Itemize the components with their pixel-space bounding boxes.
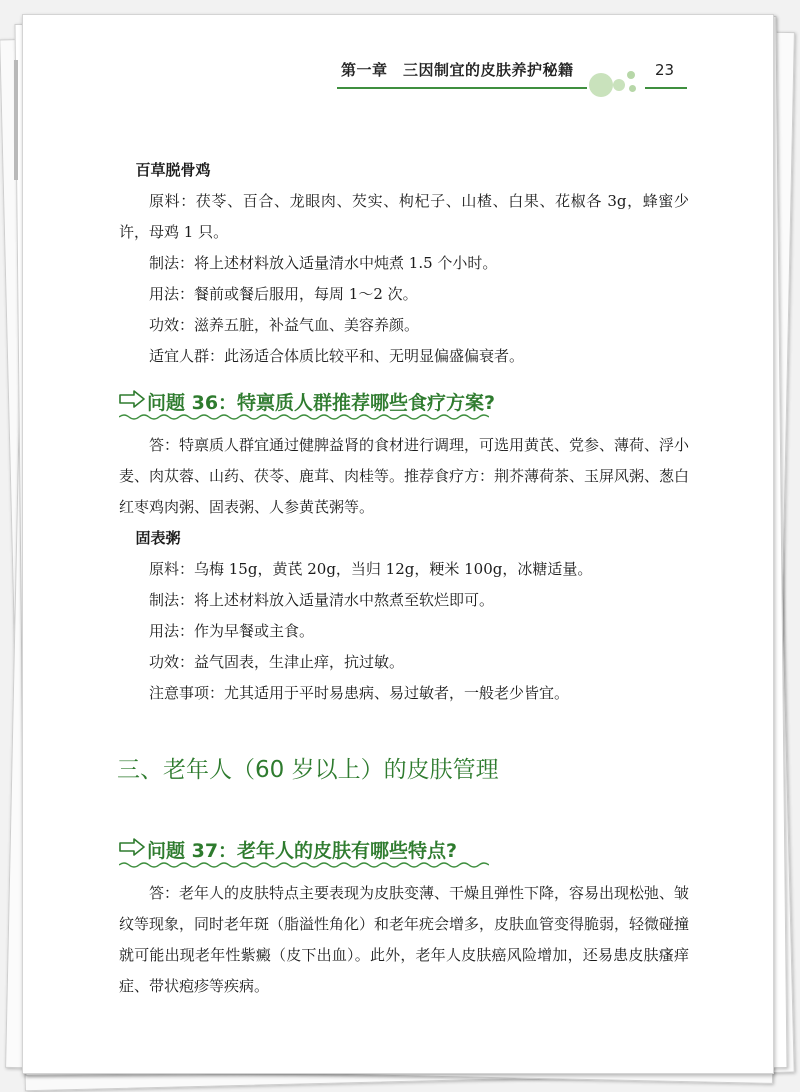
wavy-underline xyxy=(119,860,489,870)
arrow-right-icon xyxy=(119,838,145,856)
recipe-notes: 注意事项：尤其适用于平时易患病、易过敏者，一般老少皆宜。 xyxy=(149,684,570,702)
recipe-usage: 用法：餐前或餐后服用，每周 1～2 次。 xyxy=(149,285,418,303)
page-edge-strip-left xyxy=(14,60,18,180)
recipe-method: 制法：将上述材料放入适量清水中炖煮 1.5 个小时。 xyxy=(149,254,498,272)
question-heading xyxy=(119,832,689,878)
header-rule-right xyxy=(645,87,687,89)
question-title: 问题 36：特禀质人群推荐哪些食疗方案? xyxy=(147,392,496,414)
recipe-method: 制法：将上述材料放入适量清水中熬煮至软烂即可。 xyxy=(149,591,495,609)
recipe-ingredients: 原料：乌梅 15g，黄芪 20g，当归 12g，粳米 100g，冰糖适量。 xyxy=(149,560,593,578)
page-number: 23 xyxy=(655,61,675,79)
section-title: 三、老年人（60 岁以上）的皮肤管理 xyxy=(117,757,499,783)
wavy-underline xyxy=(119,412,489,422)
decor-dot-tiny xyxy=(629,85,636,92)
recipe-title: 百草脱骨鸡 xyxy=(135,161,211,179)
page-content xyxy=(119,155,689,1002)
book-page xyxy=(22,14,774,1074)
recipe-effect: 功效：滋养五脏，补益气血、美容养颜。 xyxy=(149,316,420,334)
decor-dot-medium xyxy=(613,79,625,91)
running-head-chapter: 第一章 三因制宜的皮肤养护秘籍 xyxy=(341,61,574,79)
decor-dot-small xyxy=(627,71,635,79)
recipe-usage: 用法：作为早餐或主食。 xyxy=(149,622,315,640)
question-answer: 答：特禀质人群宜通过健脾益肾的食材进行调理，可选用黄芪、党参、薄荷、浮小麦、肉苁蓉、山药、茯苓、鹿茸、肉桂等。推荐食疗方：荆芥薄荷茶、玉屏风粥、葱白红枣鸡肉粥、固表粥、人参黄芪粥等。 xyxy=(119,436,690,516)
question-title: 问题 37：老年人的皮肤有哪些特点? xyxy=(147,840,458,862)
recipe-suitable: 适宜人群：此汤适合体质比较平和、无明显偏盛偏衰者。 xyxy=(149,347,525,365)
recipe-effect: 功效：益气固表，生津止痒，抗过敏。 xyxy=(149,653,405,671)
header-rule-left xyxy=(337,87,587,89)
decor-dot-large xyxy=(589,73,613,97)
arrow-right-icon xyxy=(119,390,145,408)
recipe-title: 固表粥 xyxy=(135,529,181,547)
question-heading xyxy=(119,384,689,430)
question-answer: 答：老年人的皮肤特点主要表现为皮肤变薄、干燥且弹性下降，容易出现松弛、皱纹等现象，同时老年斑（脂溢性角化）和老年疣会增多，皮肤血管变得脆弱，轻微碰撞就可能出现老年性紫癜（皮下出血）。此外，老年人皮肤癌风险增加，还易患皮肤瘙痒症、带状疱疹等疾病。 xyxy=(119,884,690,995)
recipe-ingredients: 原料：茯苓、百合、龙眼肉、芡实、枸杞子、山楂、白果、花椒各 3g，蜂蜜少许，母鸡 1 只。 xyxy=(119,192,689,241)
